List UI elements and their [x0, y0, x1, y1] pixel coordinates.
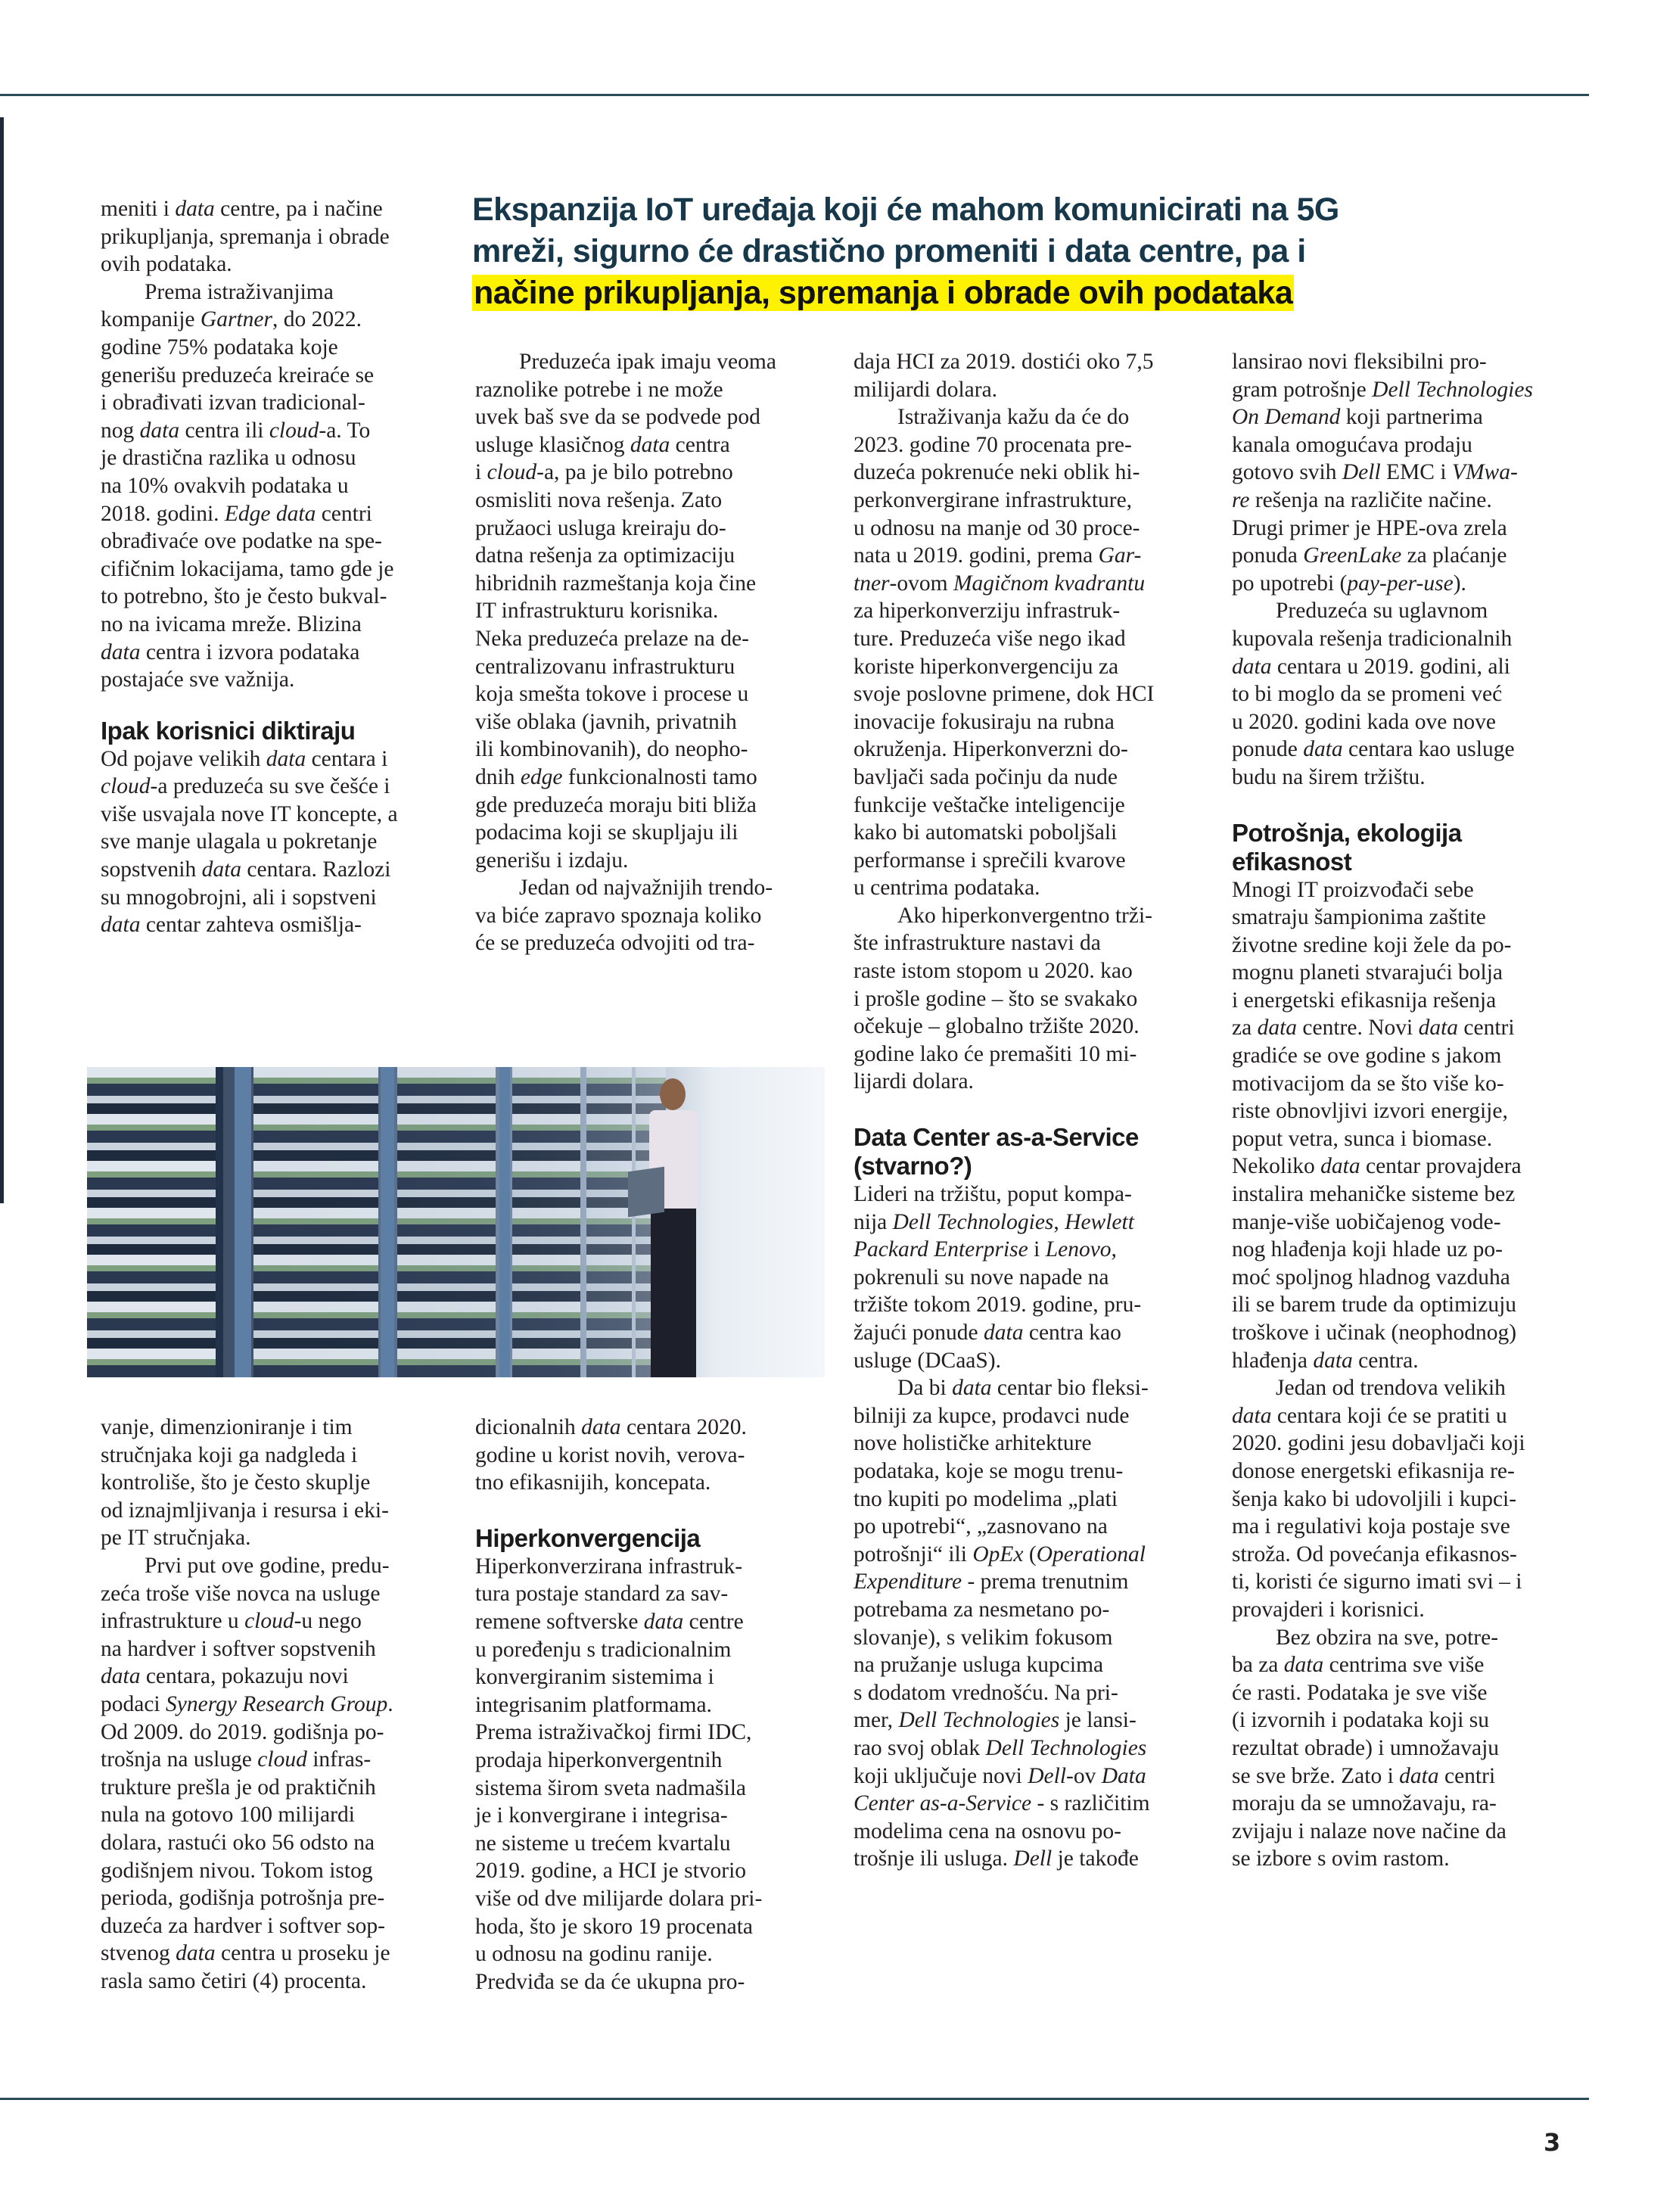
text-line: gradiće se ove godine s jakom	[1232, 1044, 1502, 1069]
column-1-top	[101, 195, 449, 939]
text-line: i prošle godine – što se svakako	[854, 986, 1138, 1011]
section-body	[101, 745, 449, 939]
text-line: Predviđa se da će ukupna pro-	[475, 1969, 745, 1994]
text-line: stroža. Od povećanja efikasnos-	[1232, 1542, 1517, 1566]
text-line: lansirao novi fleksibilni pro-	[1232, 350, 1487, 374]
pull-quote-highlight: načine prikupljanja, spremanja i obrade ovih podataka	[474, 275, 1293, 311]
text-line: očekuje – globalno tržište 2020.	[854, 1014, 1140, 1039]
server-rack	[512, 1067, 580, 1377]
column-2-bottom	[475, 1414, 831, 1996]
text-line: za hiperkonverziju infrastruk-	[854, 599, 1121, 624]
section-heading-dcaas: Data Center as-a-Service (stvarno?)	[854, 1123, 1139, 1181]
text-line: generišu i izdaju.	[475, 848, 629, 873]
text-line: trošnje ili usluga. Dell je takođe	[854, 1846, 1139, 1871]
text-line: 2023. godine 70 procenata pre-	[854, 432, 1132, 457]
text-line: data centra i izvora podataka	[101, 639, 360, 664]
body-text	[101, 195, 449, 694]
text-line: kako bi automatski poboljšali	[854, 820, 1118, 845]
text-line: sve manje ulagala u pokretanje	[101, 829, 378, 854]
server-rack	[87, 1067, 216, 1377]
text-line: godine 75% podataka koje	[101, 334, 338, 359]
text-line: moć spoljnog hladnog vazduha	[1232, 1265, 1510, 1290]
text-line: ovih podataka.	[101, 252, 232, 277]
text-line: infrastrukture u cloud-u nego	[101, 1609, 362, 1634]
adjacent-page-edge	[0, 117, 4, 1203]
text-line: Center as-a-Service - s različitim	[854, 1791, 1150, 1816]
body-text	[475, 1414, 831, 1497]
bottom-rule	[0, 2098, 1589, 2100]
text-line: Od pojave velikih data centara i	[101, 746, 388, 771]
text-line: životne sredine koji žele da po-	[1232, 932, 1512, 957]
text-line: re rešenja na različite načine.	[1232, 487, 1492, 512]
text-line: performanse i sprečili kvarove	[854, 848, 1126, 873]
server-rack	[586, 1067, 632, 1377]
text-line: više oblaka (javnih, privatnih	[475, 709, 737, 734]
text-line: Neka preduzeća prelaze na de-	[475, 626, 749, 651]
text-line: pružaoci usluga kreiraju do-	[475, 515, 726, 540]
text-line: Mnogi IT proizvođači sebe	[1232, 877, 1474, 902]
text-line: u poređenju s tradicionalnim	[475, 1637, 732, 1662]
text-line: provajderi i korisnici.	[1232, 1597, 1425, 1622]
text-line: je drastična razlika u odnosu	[101, 446, 356, 471]
text-line: (i izvornih i podataka koji su	[1232, 1708, 1489, 1733]
text-line: inovacije fokusiraju na rubna	[854, 709, 1115, 734]
text-line: će se preduzeća odvojiti od tra-	[475, 931, 755, 956]
text-line: potrebama za nesmetano po-	[854, 1597, 1110, 1622]
text-line: usluge (DCaaS).	[854, 1348, 1001, 1373]
text-line: hoda, što je skoro 19 procenata	[475, 1914, 754, 1939]
text-line: bilniji za kupce, prodavci nude	[854, 1403, 1130, 1428]
text-line: On Demand koji partnerima	[1232, 405, 1483, 430]
section-heading-ipak-korisnici-diktiraju: Ipak korisnici diktiraju	[101, 716, 356, 745]
section-body	[475, 1553, 831, 1996]
text-line: moraju da se umnožavaju, ra-	[1232, 1791, 1497, 1816]
text-line: tura postaje standard za sav-	[475, 1582, 729, 1607]
text-line: rasla samo četiri (4) procenta.	[101, 1968, 367, 1993]
text-line: se sve brže. Zato i data centri	[1232, 1763, 1496, 1788]
text-line: va biće zapravo spoznaja koliko	[475, 903, 762, 928]
text-line: duzeća pokrenuće neki oblik hi-	[854, 460, 1140, 485]
text-line: slovanje), s velikim fokusom	[854, 1625, 1113, 1650]
rack-frame	[499, 1067, 510, 1377]
text-line: i cloud-a, pa je bilo potrebno	[475, 460, 733, 485]
text-line: donose energetski efikasnija re-	[1232, 1458, 1515, 1483]
pull-quote-line: Ekspanzija IoT uređaja koji će mahom komunicirati na 5G	[472, 191, 1339, 228]
text-line: podacima koji se skupljaju ili	[475, 820, 738, 845]
text-line: IT infrastrukturu korisnika.	[475, 599, 719, 624]
text-line: ne sisteme u trećem kvartalu	[475, 1831, 731, 1856]
text-line: instalira mehaničke sisteme bez	[1232, 1182, 1516, 1207]
text-line: mer, Dell Technologies je lansi-	[854, 1708, 1137, 1733]
body-text	[854, 348, 1209, 1096]
text-line: kontroliše, što je često skuplje	[101, 1470, 371, 1495]
text-line: Nekoliko data centar provajdera	[1232, 1154, 1522, 1179]
text-line: riste obnovljivi izvori energije,	[1232, 1099, 1508, 1124]
text-line: budu na širem tržištu.	[1232, 764, 1426, 789]
text-line: Istraživanja kažu da će do	[897, 405, 1130, 430]
text-line: lijardi dolara.	[854, 1069, 974, 1094]
text-line: data centara koji će se pratiti u	[1232, 1403, 1507, 1428]
text-line: ture. Preduzeća više nego ikad	[854, 626, 1126, 651]
body-text	[1232, 348, 1587, 792]
page-number: 3	[1544, 2128, 1561, 2157]
text-line: u centrima podataka.	[854, 876, 1040, 901]
server-rack	[253, 1067, 378, 1377]
text-line: funkcije veštačke inteligencije	[854, 792, 1125, 817]
text-line: podaci Synergy Research Group.	[101, 1691, 393, 1716]
text-line: ti, koristi će sigurno imati svi – i	[1232, 1570, 1522, 1594]
text-line: data centara u 2019. godini, ali	[1232, 654, 1510, 679]
text-line: osmisliti nova rešenja. Zato	[475, 487, 723, 512]
text-line: modelima cena na osnovu po-	[854, 1818, 1121, 1843]
text-line: sistema širom sveta nadmašila	[475, 1775, 747, 1800]
pull-quote	[472, 189, 1562, 314]
data-center-photo	[87, 1067, 825, 1377]
text-line: stvenog data centra u proseku je	[101, 1941, 390, 1966]
text-line: stručnjaka koji ga nadgleda i	[101, 1442, 358, 1467]
text-line: tno efikasnijih, koncepata.	[475, 1470, 711, 1495]
text-line: zeća troše više novca na usluge	[101, 1581, 381, 1606]
text-line: Da bi data centar bio fleksi-	[897, 1376, 1149, 1401]
text-line: ma i regulativi koja postaje sve	[1232, 1514, 1510, 1539]
text-line: uvek baš sve da se podvede pod	[475, 405, 760, 430]
text-line: koji uključuje novi Dell-ov Data	[854, 1763, 1146, 1788]
text-line: koja smešta tokove i procese u	[475, 682, 749, 707]
text-line: meniti i data centre, pa i načine	[101, 197, 383, 221]
technician-figure	[643, 1078, 704, 1377]
text-line: obrađivaće ove podatke na spe-	[101, 529, 382, 554]
text-line: okruženja. Hiperkonverzni do-	[854, 737, 1128, 762]
section-heading-potrosnja-ekologija: Potrošnja, ekologija efikasnost	[1232, 818, 1462, 876]
text-line: gde preduzeća moraju biti bliža	[475, 792, 757, 817]
text-line: godine u korist novih, verova-	[475, 1442, 745, 1467]
section-body	[854, 1181, 1209, 1873]
text-line: trukture prešla je od praktičnih	[101, 1775, 376, 1800]
text-line: no na ivicama mreže. Blizina	[101, 611, 362, 636]
text-line: nula na gotovo 100 milijardi	[101, 1803, 355, 1828]
text-line: generišu preduzeća kreiraće se	[101, 362, 375, 387]
text-line: manje-više uobičajenog vode-	[1232, 1209, 1501, 1234]
text-line: tržište tokom 2019. godine, pru-	[854, 1293, 1142, 1318]
text-line: to potrebno, što je često bukval-	[101, 584, 387, 609]
text-line: gram potrošnje Dell Technologies	[1232, 377, 1533, 402]
text-line: u odnosu na godinu ranije.	[475, 1942, 713, 1967]
text-line: s dodatom vrednošću. Na pri-	[854, 1680, 1118, 1705]
text-line: to bi moglo da se promeni već	[1232, 682, 1503, 707]
server-rack	[397, 1067, 496, 1377]
text-line: Packard Enterprise i Lenovo,	[854, 1237, 1117, 1262]
text-line: ponude data centara kao usluge	[1232, 737, 1515, 762]
top-rule	[0, 94, 1589, 96]
text-line: poput vetra, sunca i biomase.	[1232, 1126, 1493, 1151]
text-line: motivacijom da se što više ko-	[1232, 1071, 1504, 1096]
pull-quote-line: mreži, sigurno će drastično promeniti i data centre, pa i	[472, 233, 1306, 269]
text-line: bavljači sada počinju da nude	[854, 764, 1118, 789]
text-line: dicionalnih data centara 2020.	[475, 1415, 747, 1439]
text-line: više od dve milijarde dolara pri-	[475, 1886, 763, 1911]
text-line: tno kupiti po modelima „plati	[854, 1486, 1118, 1511]
text-line: data centara, pokazuju novi	[101, 1664, 349, 1689]
rack-frame	[235, 1067, 251, 1377]
text-line: Expenditure - prema trenutnim	[854, 1570, 1129, 1594]
text-line: koriste hiperkonvergenciju za	[854, 654, 1119, 679]
text-line: godine lako će premašiti 10 mi-	[854, 1041, 1137, 1066]
text-line: datna rešenja za optimizaciju	[475, 543, 735, 568]
text-line: dnih edge funkcionalnosti tamo	[475, 764, 757, 789]
text-line: na 10% ovakvih podataka u	[101, 473, 349, 498]
text-line: perioda, godišnja potrošnja pre-	[101, 1886, 385, 1911]
text-line: Lideri na tržištu, poput kompa-	[854, 1182, 1132, 1207]
laptop	[628, 1167, 664, 1218]
text-line: ili kombinovanih), do neopho-	[475, 737, 748, 762]
text-line: Preduzeća ipak imaju veoma	[519, 350, 776, 374]
text-line: hibridnih razmeštanja koja čine	[475, 571, 757, 596]
text-line: perkonvergirane infrastrukture,	[854, 487, 1133, 512]
text-line: remene softverske data centre	[475, 1609, 744, 1634]
text-line: Bez obzira na sve, potre-	[1276, 1625, 1499, 1650]
text-line: i obrađivati izvan tradicional-	[101, 390, 365, 415]
text-line: Prema istraživačkoj firmi IDC,	[475, 1720, 752, 1745]
text-line: cloud-a preduzeća su sve češće i	[101, 774, 390, 799]
text-line: tner-ovom Magičnom kvadrantu	[854, 571, 1146, 596]
text-line: dolara, rastući oko 56 odsto na	[101, 1830, 375, 1855]
text-line: više usvajala nove IT koncepte, a	[101, 801, 398, 826]
text-line: nog hlađenja koji hlade uz po-	[1232, 1237, 1503, 1262]
text-line: podataka, koje se mogu trenu-	[854, 1458, 1124, 1483]
text-line: prodaja hiperkonvergentnih	[475, 1747, 723, 1772]
column-3	[854, 348, 1209, 1873]
column-4	[1232, 348, 1587, 1873]
text-line: raznolike potrebe i ne može	[475, 377, 723, 402]
column-1-bottom	[101, 1414, 449, 1995]
text-line: se izbore s ovim rastom.	[1232, 1846, 1450, 1871]
text-line: Od 2009. do 2019. godišnja po-	[101, 1719, 384, 1744]
text-line: Jedan od trendova velikih	[1276, 1376, 1506, 1401]
text-line: šenja kako bi udovoljili i kupci-	[1232, 1486, 1517, 1511]
body-text	[475, 348, 831, 957]
text-line: godišnjem nivou. Tokom istog	[101, 1858, 373, 1883]
text-line: 2019. godine, a HCI je stvorio	[475, 1859, 747, 1884]
text-line: na hardver i softver sopstvenih	[101, 1636, 376, 1661]
text-line: ponuda GreenLake za plaćanje	[1232, 543, 1507, 568]
text-line: raste istom stopom u 2020. kao	[854, 959, 1133, 984]
text-line: će rasti. Podataka je sve više	[1232, 1680, 1488, 1705]
text-line: pokrenuli su nove napade na	[854, 1265, 1109, 1290]
text-line: nove holističke arhitekture	[854, 1431, 1092, 1456]
rack-frame	[381, 1067, 394, 1377]
text-line: duzeća za hardver i softver sop-	[101, 1913, 385, 1938]
text-line: daja HCI za 2019. dostići oko 7,5	[854, 350, 1154, 374]
text-line: nija Dell Technologies, Hewlett	[854, 1209, 1134, 1234]
text-line: Prvi put ove godine, predu-	[145, 1553, 390, 1578]
text-line: na pružanje usluga kupcima	[854, 1653, 1104, 1678]
text-line: Prema istraživanjima	[145, 279, 334, 304]
text-line: zvijaju i nalaze nove načine da	[1232, 1818, 1507, 1843]
section-heading-hiperkonvergencija: Hiperkonvergencija	[475, 1523, 701, 1552]
text-line: postajaće sve važnija.	[101, 667, 295, 692]
text-line: cifičnim lokacijama, tamo gde je	[101, 556, 394, 581]
text-line: nog data centra ili cloud-a. To	[101, 418, 371, 443]
text-line: šte infrastrukture nastavi da	[854, 931, 1101, 956]
text-line: potrošnji“ ili OpEx (Operational	[854, 1542, 1146, 1566]
text-line: kompanije Gartner, do 2022.	[101, 307, 362, 332]
text-line: trošnja na usluge cloud infras-	[101, 1747, 372, 1772]
text-line: Ako hiperkonvergentno trži-	[897, 903, 1152, 928]
text-line: centralizovanu infrastrukturu	[475, 654, 735, 679]
text-line: Drugi primer je HPE-ova zrela	[1232, 515, 1507, 540]
text-line: je i konvergirane i integrisa-	[475, 1803, 728, 1828]
text-line: u odnosu na manje od 30 proce-	[854, 515, 1140, 540]
text-line: Jedan od najvažnijih trendo-	[519, 876, 773, 901]
text-line: mognu planeti stvarajući bolja	[1232, 960, 1503, 985]
text-line: vanje, dimenzioniranje i tim	[101, 1415, 353, 1439]
text-line: Hiperkonverzirana infrastruk-	[475, 1554, 743, 1579]
text-line: sopstvenih data centara. Razlozi	[101, 857, 391, 882]
text-line: su mnogobrojni, ali i sopstveni	[101, 885, 377, 910]
section-body	[1232, 876, 1587, 1873]
text-line: hlađenja data centra.	[1232, 1348, 1419, 1373]
text-line: po upotrebi (pay-per-use).	[1232, 571, 1466, 596]
text-line: od iznajmljivanja i resursa i eki-	[101, 1498, 389, 1523]
column-2-top	[475, 348, 831, 957]
text-line: smatraju šampionima zaštite	[1232, 905, 1486, 930]
text-line: Preduzeća su uglavnom	[1276, 599, 1488, 624]
text-line: i energetski efikasnija rešenja	[1232, 988, 1497, 1013]
text-line: žajući ponude data centra kao	[854, 1321, 1121, 1345]
text-line: po upotrebi“, „zasnovano na	[854, 1514, 1108, 1539]
text-line: 2020. godini jesu dobavljači koji	[1232, 1431, 1525, 1456]
text-line: rezultat obrade) i umnožavaju	[1232, 1735, 1500, 1760]
text-line: prikupljanja, spremanja i obrade	[101, 224, 390, 249]
text-line: nata u 2019. godini, prema Gar-	[854, 543, 1142, 568]
text-line: usluge klasičnog data centra	[475, 432, 730, 457]
body-text	[101, 1414, 449, 1995]
text-line: kupovala rešenja tradicionalnih	[1232, 626, 1513, 651]
text-line: ili se barem trude da optimizuju	[1232, 1293, 1517, 1318]
text-line: u 2020. godini kada ove nove	[1232, 709, 1497, 734]
text-line: 2018. godini. Edge data centri	[101, 501, 372, 526]
text-line: kanala omogućava prodaju	[1232, 432, 1472, 457]
text-line: ba za data centrima sve više	[1232, 1653, 1485, 1678]
text-line: milijardi dolara.	[854, 377, 998, 402]
text-line: pe IT stručnjaka.	[101, 1526, 251, 1551]
text-line: svoje poslovne primene, dok HCI	[854, 682, 1155, 707]
text-line: rao svoj oblak Dell Technologies	[854, 1735, 1147, 1760]
text-line: data centar zahteva osmišlja-	[101, 913, 362, 938]
text-line: troškove i učinak (neophodnog)	[1232, 1321, 1517, 1345]
text-line: integrisanim platformama.	[475, 1692, 712, 1717]
text-line: za data centre. Novi data centri	[1232, 1016, 1515, 1041]
text-line: konvergiranim sistemima i	[475, 1665, 714, 1690]
text-line: gotovo svih Dell EMC i VMwa-	[1232, 460, 1518, 485]
